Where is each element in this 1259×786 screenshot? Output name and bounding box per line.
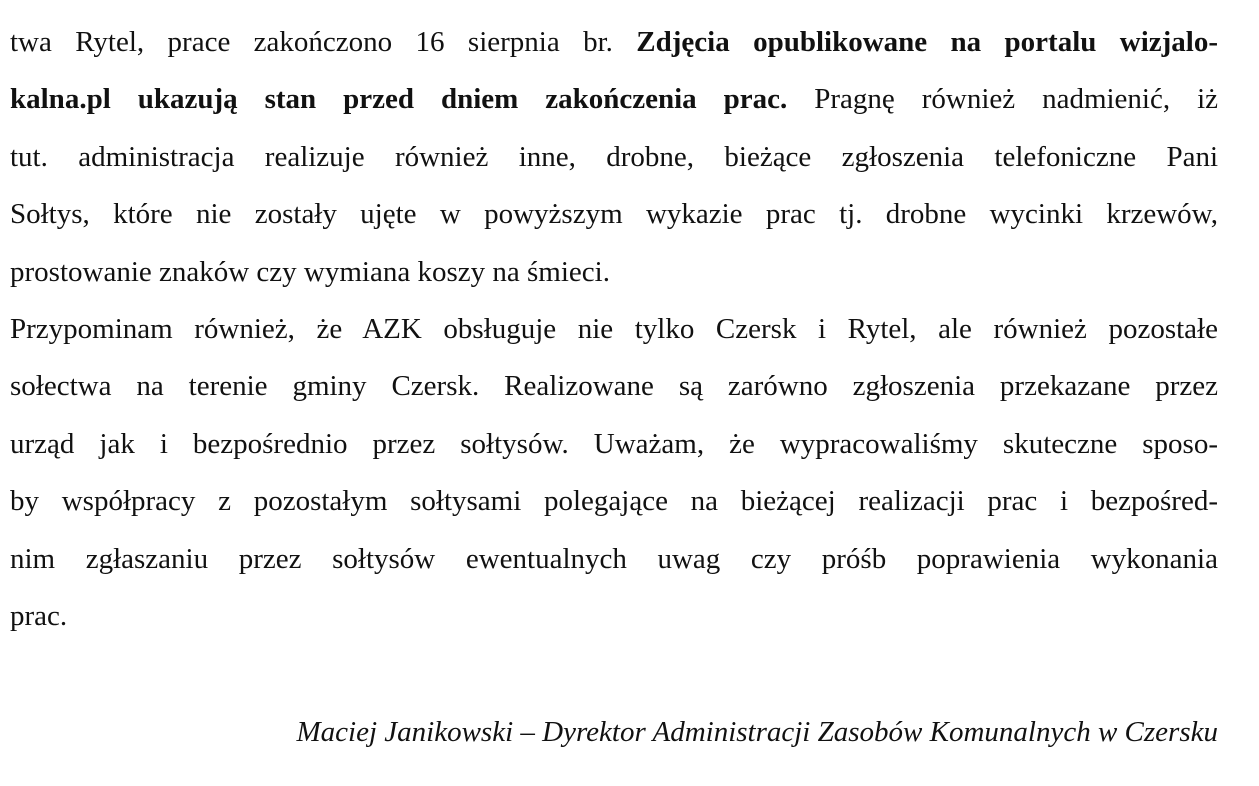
paragraph-2-line-5: nim zgłaszaniu przez sołtysów ewentualnych uwag czy próśb poprawienia wykonania [10, 542, 1218, 575]
text-normal: Pragnę również nadmienić, iż [787, 83, 1218, 116]
paragraph-1 [10, 14, 1218, 301]
paragraph-2-line-3: urząd jak i bezpośrednio przez sołtysów. Uważam, że wypracowaliśmy skuteczne sposo- [10, 427, 1218, 460]
text-bold: kalna.pl ukazują stan przed dniem zakończenia prac. [10, 83, 788, 116]
text-normal: twa Rytel, prace zakończono 16 sierpnia br. [10, 26, 637, 58]
paragraph-1-line-5: prostowanie znaków czy wymiana koszy na śmieci. [10, 255, 610, 288]
paragraph-1-line-4: Sołtys, które nie zostały ujęte w powyższym wykazie prac tj. drobne wycinki krzewów, [10, 198, 1218, 231]
document-body [10, 14, 1218, 645]
paragraph-1-line-1 [10, 14, 1218, 71]
paragraph-2-line-2: sołectwa na terenie gminy Czersk. Realizowane są zarówno zgłoszenia przekazane przez [10, 370, 1218, 403]
paragraph-1-line-3: tut. administracja realizuje również inne, drobne, bieżące zgłoszenia telefoniczne Pani [10, 140, 1218, 173]
paragraph-2 [10, 301, 1218, 645]
paragraph-2-line-4: by współpracy z pozostałym sołtysami polegające na bieżącej realizacji prac i bezpośred- [10, 485, 1218, 518]
paragraph-1-line-2 [10, 71, 1218, 128]
text-bold: Zdjęcia opublikowane na portalu wizjalo- [636, 26, 1218, 58]
paragraph-2-line-1: Przypominam również, że AZK obsługuje nie tylko Czersk i Rytel, ale również pozostałe [10, 312, 1218, 345]
paragraph-2-line-6: prac. [10, 599, 68, 632]
signature: Maciej Janikowski – Dyrektor Administracji Zasobów Komunalnych w Czersku [296, 716, 1218, 748]
